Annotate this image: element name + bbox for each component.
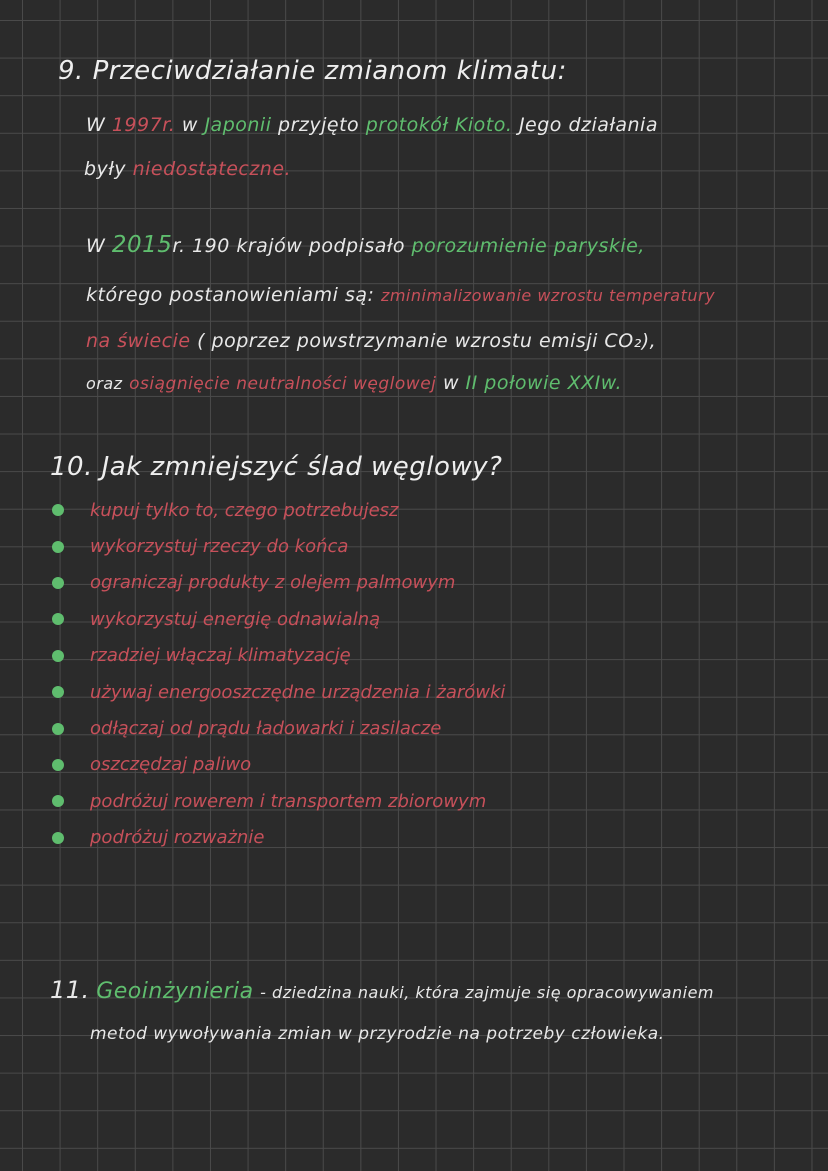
kyoto-protocol: protokół Kioto. bbox=[365, 114, 513, 136]
list-item-text: podróżuj rowerem i transportem zbiorowym bbox=[90, 790, 487, 812]
list-item-text: wykorzystuj rzeczy do końca bbox=[90, 536, 349, 558]
list-item-text: odłączaj od prądu ładowarki i zasilacze bbox=[90, 718, 442, 740]
definition-part-1: - dziedzina nauki, która zajmuje się opracowywaniem bbox=[260, 983, 715, 1002]
bullet-icon bbox=[52, 541, 64, 553]
bullet-icon bbox=[52, 795, 64, 807]
year-suffix: r. bbox=[172, 235, 186, 257]
list-item bbox=[52, 783, 505, 819]
section-9-line-5 bbox=[86, 330, 656, 352]
text: Jego działania bbox=[518, 114, 658, 136]
list-item bbox=[52, 601, 505, 637]
list-item bbox=[52, 710, 505, 746]
text: którego postanowieniami są: bbox=[86, 284, 375, 306]
paris-agreement: porozumienie paryskie, bbox=[411, 235, 645, 257]
list-item-text: ograniczaj produkty z olejem palmowym bbox=[90, 572, 456, 594]
list-item bbox=[52, 638, 505, 674]
section-11-number: 11. bbox=[50, 976, 90, 1004]
list-item-text: wykorzystuj energię odnawialną bbox=[90, 608, 381, 630]
year-suffix: r. bbox=[162, 114, 176, 136]
list-item bbox=[52, 747, 505, 783]
carbon-footprint-tips-list bbox=[52, 492, 505, 856]
bullet-icon bbox=[52, 832, 64, 844]
section-11-line-2: metod wywoływania zmian w przyrodzie na potrzeby człowieka. bbox=[90, 1024, 665, 1044]
word: W bbox=[86, 235, 106, 257]
list-item-text: kupuj tylko to, czego potrzebujesz bbox=[90, 499, 399, 521]
section-9-line-2 bbox=[84, 158, 291, 180]
word: w bbox=[442, 372, 459, 394]
second-half-21st-century: II połowie XXIw. bbox=[465, 372, 623, 394]
word: przyjęto bbox=[278, 114, 360, 136]
word: W bbox=[86, 114, 106, 136]
bullet-icon bbox=[52, 577, 64, 589]
bullet-icon bbox=[52, 759, 64, 771]
bullet-icon bbox=[52, 650, 64, 662]
text: ( poprzez powstrzymanie wzrostu emisji CO₂), bbox=[197, 330, 657, 352]
list-item-text: używaj energooszczędne urządzenia i żarówki bbox=[90, 681, 506, 703]
country-japan: Japonii bbox=[204, 114, 272, 136]
list-item-text: podróżuj rozważnie bbox=[90, 827, 265, 849]
bullet-icon bbox=[52, 723, 64, 735]
year-2015: 2015 bbox=[111, 232, 173, 258]
year-1997: 1997 bbox=[111, 114, 163, 136]
section-9-line-1 bbox=[86, 114, 658, 136]
bullet-icon bbox=[52, 504, 64, 516]
list-item bbox=[52, 528, 505, 564]
section-11-line-1 bbox=[50, 976, 714, 1004]
temperature-goal: zminimalizowanie wzrostu temperatury bbox=[380, 286, 716, 305]
section-9-line-4 bbox=[86, 284, 715, 306]
word: w bbox=[181, 114, 198, 136]
list-item-text: oszczędzaj paliwo bbox=[90, 754, 252, 776]
list-item bbox=[52, 674, 505, 710]
list-item bbox=[52, 492, 505, 528]
world-text: na świecie bbox=[86, 330, 191, 352]
list-item-text: rzadziej włączaj klimatyzację bbox=[90, 645, 351, 667]
list-item bbox=[52, 565, 505, 601]
bullet-icon bbox=[52, 613, 64, 625]
geoengineering-term: Geoinżynieria bbox=[96, 979, 254, 1004]
list-item bbox=[52, 820, 505, 856]
section-9-line-3 bbox=[86, 232, 645, 258]
carbon-neutrality: osiągnięcie neutralności węglowej bbox=[129, 374, 437, 394]
section-10-heading: 10. Jak zmniejszyć ślad węglowy? bbox=[50, 452, 503, 482]
word: oraz bbox=[86, 374, 123, 393]
insufficient-text: niedostateczne. bbox=[132, 158, 292, 180]
text: 190 krajów podpisało bbox=[192, 235, 405, 257]
word: były bbox=[84, 158, 127, 180]
section-9-heading: 9. Przeciwdziałanie zmianom klimatu: bbox=[58, 56, 567, 86]
section-9-line-6 bbox=[86, 372, 622, 394]
bullet-icon bbox=[52, 686, 64, 698]
